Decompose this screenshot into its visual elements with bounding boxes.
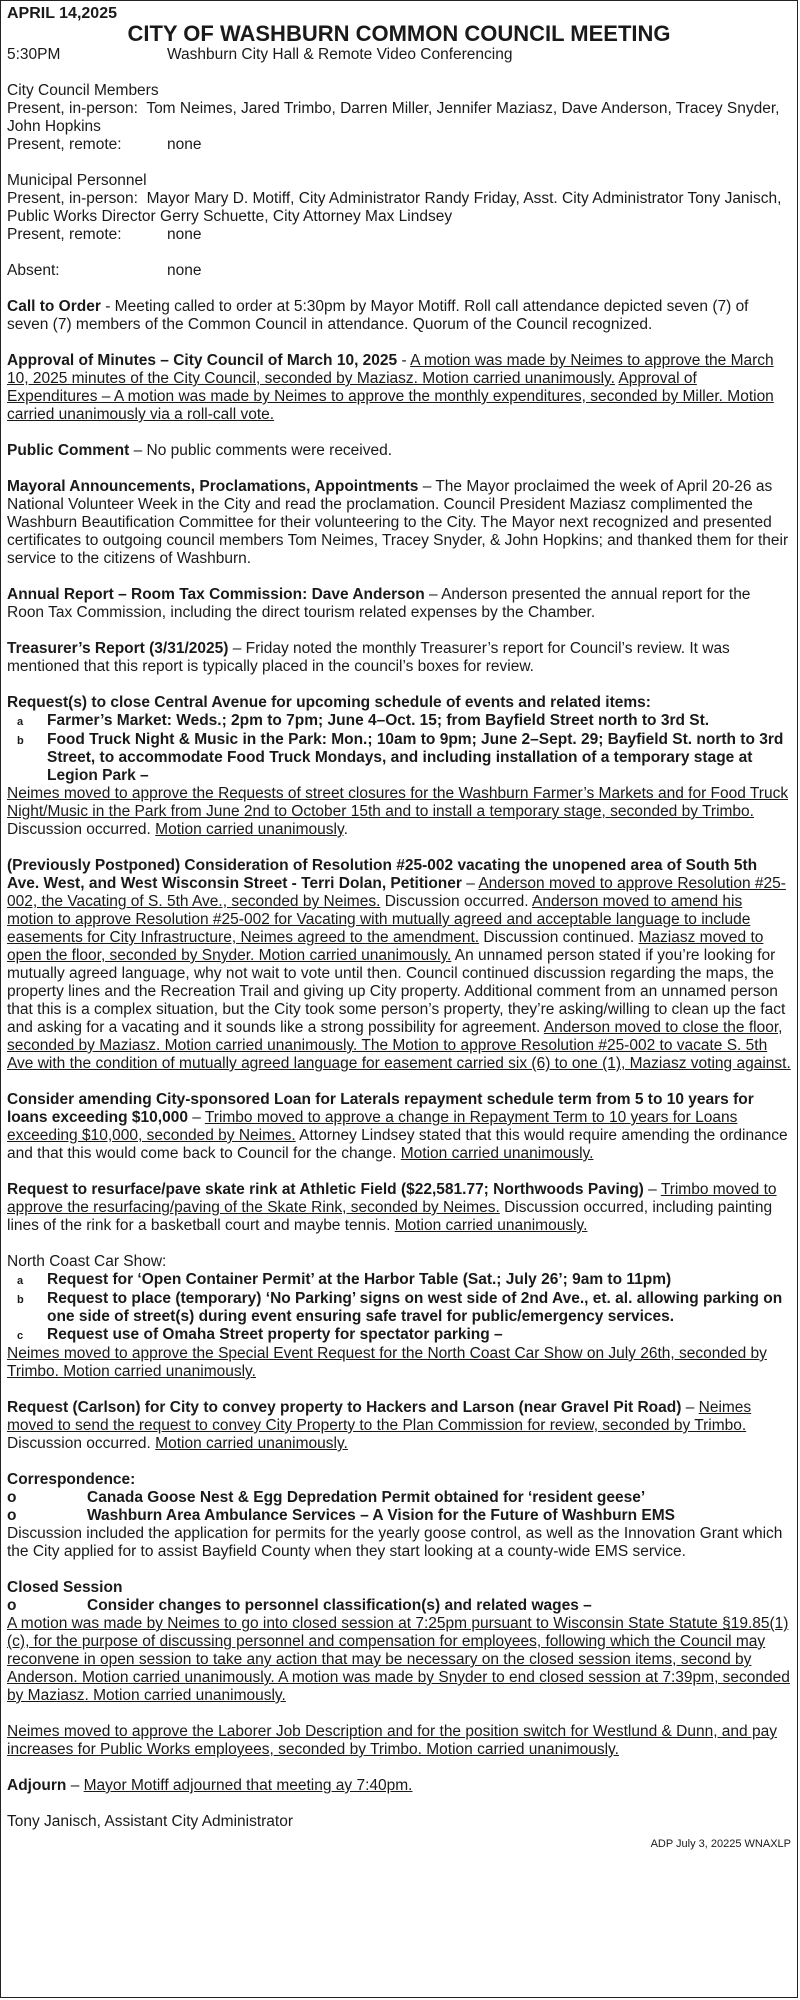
section-text: Discussion occurred. <box>7 821 156 838</box>
section-heading: Treasurer’s Report (3/31/2025) <box>7 640 229 657</box>
list-item-text: Request to place (temporary) ‘No Parking’ signs on west side of 2nd Ave., et. al. allowing parking on one side of street(s) during event ensuring safe travel for public/emergency services. <box>47 1290 783 1325</box>
list-item <box>7 731 791 785</box>
present-inperson-names: Tom Neimes, Jared Trimbo, Darren Miller, Jennifer Maziasz, Dave Anderson, Tracey Snyder, John Hopkins <box>7 100 780 135</box>
list-item-text: Farmer’s Market: Weds.; 2pm to 7pm; June 4–Oct. 15; from Bayfield Street north to 3rd St. <box>47 712 710 729</box>
council-present-remote <box>7 136 791 154</box>
public-comment <box>7 442 791 460</box>
motion-text: Trimbo moved to approve the resurfacing/paving of the Skate Rink, seconded by Neimes. <box>7 1181 777 1216</box>
list-item-text: Request use of Omaha Street property for spectator parking – <box>47 1326 503 1343</box>
meeting-date: APRIL 14,2025 <box>7 5 117 22</box>
list-item-text: Canada Goose Nest & Egg Depredation Permit obtained for ‘resident geese’ <box>87 1489 646 1506</box>
section-heading: Call to Order <box>7 298 101 315</box>
laborer-motion <box>7 1723 791 1759</box>
section-text: Discussion occurred. <box>7 1435 156 1452</box>
list-item <box>7 1326 791 1345</box>
annual-report <box>7 586 791 622</box>
list-item <box>7 1271 791 1290</box>
time-location-row <box>7 46 791 64</box>
list-item <box>7 1507 791 1525</box>
section-text: – Friday noted the monthly Treasurer’s report for Council’s review. It was mentioned that this report is typically placed in the council’s boxes for review. <box>7 640 730 675</box>
motion-text: Trimbo moved to approve a change in Repayment Term to 10 years for Loans exceeding $10,000, seconded by Neimes. <box>7 1109 738 1144</box>
list-item-text: Request for ‘Open Container Permit’ at the Harbor Table (Sat.; July 26’; 9am to 11pm) <box>47 1271 672 1288</box>
motion-text: Anderson moved to amend his motion to approve Resolution #25-002 for Vacating with mutually agreed and acceptable language to include easements for City Infrastructure, Neimes agreed to the amendment. <box>7 893 751 946</box>
list-letter: c <box>17 1330 24 1342</box>
mayoral-announcements <box>7 478 791 568</box>
section-text: Discussion continued. <box>479 929 639 946</box>
correspondence <box>7 1471 791 1561</box>
section-heading: Mayoral Announcements, Proclamations, Appointments <box>7 478 419 495</box>
motion-text: Approval of Expenditures – A motion was made by Neimes to approve the monthly expenditures, seconded by Miller. Motion carried unanimously via a roll-call vote. <box>7 370 774 423</box>
motion-text: Anderson moved to close the floor, seconded by Maziasz. Motion carried unanimously. The Motion to approve Resolution #25-002 to vacate S. 5th Ave with the condition of mutually agreed language for easement carried six (6) to one (1), Maziasz voting against. <box>7 1019 791 1072</box>
list-item <box>7 1290 791 1326</box>
section-heading: (Previously Postponed) Consideration of Resolution #25-002 vacating the unopened area of South 5th Ave. West, and West Wisconsin Street - Terri Dolan, Petitioner <box>7 857 758 892</box>
punctuation: . <box>343 821 348 838</box>
car-show <box>7 1253 791 1381</box>
separator: – <box>643 1181 661 1198</box>
separator: – <box>681 1399 699 1416</box>
list-item-text: Consider changes to personnel classification(s) and related wages – <box>87 1597 592 1614</box>
council-heading: City Council Members <box>7 82 159 99</box>
section-text: An unnamed person stated if you’re looking for mutually agreed language, why not wait to vote until then. Council continued discussion regarding the maps, the property lines and the Recreation Trail and giving up City property. Additional comment from an unnamed person that this is a complex situation, but the City took some person’s property, they’re asking/willing to clean up the fact and asking for a vacating and it sounds like a strong possibility for agreement. <box>7 947 786 1036</box>
list-bullet: o <box>7 1597 17 1614</box>
list-bullet: o <box>7 1489 17 1506</box>
motion-text: Anderson moved to approve Resolution #25-002, the Vacating of S. 5th Ave., seconded by Neimes. <box>7 875 786 910</box>
motion-result: Motion carried unanimously. <box>394 1217 588 1234</box>
adjourn <box>7 1777 791 1795</box>
separator: – <box>66 1777 84 1794</box>
section-text: - Meeting called to order at 5:30pm by Mayor Motiff. Roll call attendance depicted seven (7) of seven (7) members of the Common Council in attendance. Quorum of the Council recognized. <box>7 298 749 333</box>
list-letter: a <box>17 716 24 728</box>
personnel-present-remote <box>7 226 791 244</box>
section-heading: Annual Report – Room Tax Commission: Dave Anderson <box>7 586 425 603</box>
closed-session <box>7 1579 791 1705</box>
carlson-request <box>7 1399 791 1453</box>
meeting-time: 5:30PM <box>7 46 61 63</box>
list-item <box>7 1489 791 1507</box>
list-item-text: Washburn Area Ambulance Services – A Vision for the Future of Washburn EMS <box>87 1507 675 1524</box>
section-heading: Request(s) to close Central Avenue for upcoming schedule of events and related items: <box>7 694 651 711</box>
closed-session-list <box>7 1597 791 1615</box>
section-text: Discussion included the application for permits for the yearly goose control, as well as the Innovation Grant which the City applied for to assist Bayfield County when they start looking at a county-wide EMS service. <box>7 1525 783 1560</box>
list-item-text: Food Truck Night & Music in the Park: Mon.; 10am to 9pm; June 2–Sept. 29; Bayfield St. north to 3rd Street, to accommodate Food Truck Mondays, and including installation of a temporary stage at Legion Park – <box>47 731 784 784</box>
motion-result: Motion carried unanimously. <box>155 1435 348 1452</box>
skate-rink <box>7 1181 791 1235</box>
section-heading: North Coast Car Show: <box>7 1253 167 1270</box>
motion-text: Neimes moved to approve the Requests of street closures for the Washburn Farmer’s Markets and for Food Truck Night/Music in the Park from June 2nd to October 15th and to install a temporary stage, seconded by Trimbo. <box>7 785 789 820</box>
section-text: – Anderson presented the annual report for the Roon Tax Commission, including the direct tourism related expenses by the Chamber. <box>7 586 751 621</box>
council-present-inperson <box>7 100 791 136</box>
section-text: Attorney Lindsey stated that this would require amending the ordinance and that this would come back to Council for the change. <box>7 1127 788 1162</box>
page-title: CITY OF WASHBURN COMMON COUNCIL MEETING <box>127 21 671 46</box>
treasurers-report <box>7 640 791 676</box>
motion-text: A motion was made by Neimes to approve the March 10, 2025 minutes of the City Council, seconded by Maziasz. Motion carried unanimously. <box>7 352 774 387</box>
separator: – <box>187 1109 205 1126</box>
section-heading: Request (Carlson) for City to convey property to Hackers and Larson (near Gravel Pit Road) <box>7 1399 682 1416</box>
personnel-present-inperson <box>7 190 791 226</box>
motion-result: Motion carried unanimously. <box>400 1145 594 1162</box>
motion-text: Maziasz moved to open the floor, seconded by Snyder. Motion carried unanimously. <box>7 929 764 964</box>
present-inperson-label: Present, in-person: <box>7 190 138 207</box>
list-letter: a <box>17 1275 24 1287</box>
approval-of-minutes <box>7 352 791 424</box>
motion-text: A motion was made by Neimes to go into closed session at 7:25pm pursuant to Wisconsin State Statute §19.85(1)(c), for the purpose of discussing personnel and compensation for employees, following which the Council may reconvene in open session to take any action that may be necessary on the closed session items, second by Anderson. Motion carried unanimously. A motion was made by Snyder to end closed session at 7:39pm, seconded by Maziasz. Motion carried unanimously. <box>7 1615 790 1704</box>
call-to-order <box>7 298 791 334</box>
council-members-section <box>7 82 791 154</box>
absent-value: none <box>167 262 202 279</box>
motion-text: Neimes moved to approve the Special Event Request for the North Coast Car Show on July 26th, seconded by Trimbo. Motion carried unanimously. <box>7 1345 767 1380</box>
personnel-section <box>7 172 791 244</box>
section-text: – No public comments were received. <box>129 442 393 459</box>
request-list <box>7 1271 791 1345</box>
section-heading: Public Comment <box>7 442 130 459</box>
list-letter: b <box>17 1294 24 1306</box>
meeting-location: Washburn City Hall & Remote Video Conferencing <box>167 46 513 63</box>
section-heading: Consider amending City-sponsored Loan for Laterals repayment schedule term from 5 to 10 years for loans exceeding $10,000 <box>7 1091 754 1126</box>
motion-text: Mayor Motiff adjourned that meeting ay 7:40pm. <box>83 1777 413 1794</box>
list-letter: b <box>17 735 24 747</box>
list-bullet: o <box>7 1507 17 1524</box>
publication-footer: ADP July 3, 20225 WNAXLP <box>650 1838 791 1850</box>
motion-result: Motion carried unanimously <box>155 821 344 838</box>
laterals-loan <box>7 1091 791 1163</box>
section-text: Discussion occurred, including painting lines of the rink for a basketball court and maybe tennis. <box>7 1199 773 1234</box>
present-inperson-names: Mayor Mary D. Motiff, City Administrator Randy Friday, Asst. City Administrator Tony Janisch, Public Works Director Gerry Schuette, City Attorney Max Lindsey <box>7 190 782 225</box>
section-heading: Closed Session <box>7 1579 123 1596</box>
present-inperson-label: Present, in-person: <box>7 100 138 117</box>
resolution-25-002 <box>7 857 791 1073</box>
request-list <box>7 712 791 785</box>
central-avenue-requests <box>7 694 791 839</box>
list-item <box>7 712 791 731</box>
present-remote-value: none <box>167 136 202 153</box>
section-heading: Correspondence: <box>7 1471 136 1488</box>
list-item <box>7 1597 791 1615</box>
section-heading: Request to resurface/pave skate rink at Athletic Field ($22,581.77; Northwoods Paving) <box>7 1181 644 1198</box>
section-heading: Approval of Minutes – City Council of March 10, 2025 <box>7 352 398 369</box>
present-remote-value: none <box>167 226 202 243</box>
separator: - <box>397 352 411 369</box>
absent-row <box>7 262 791 280</box>
present-remote-label: Present, remote: <box>7 136 122 153</box>
signature: Tony Janisch, Assistant City Administrator <box>7 1813 294 1830</box>
section-heading: Adjourn <box>7 1777 67 1794</box>
motion-text: Neimes moved to approve the Laborer Job Description and for the position switch for Westlund & Dunn, and pay increases for Public Works employees, seconded by Trimbo. Motion carried unanimously. <box>7 1723 777 1758</box>
correspondence-list <box>7 1489 791 1525</box>
separator: – <box>461 875 479 892</box>
personnel-heading: Municipal Personnel <box>7 172 147 189</box>
section-text: Discussion occurred. <box>380 893 533 910</box>
absent-label: Absent: <box>7 262 60 279</box>
section-text: – The Mayor proclaimed the week of April 20-26 as National Volunteer Week in the City and read the proclamation. Council President Maziasz complimented the Washburn Beautification Committee for their volunteering to the City. The Mayor next recognized and presented certificates to outgoing council members Tom Neimes, Tracey Snyder, & John Hopkins; and thanked them for their service to the citizens of Washburn. <box>7 478 789 567</box>
motion-text: Neimes moved to send the request to convey City Property to the Plan Commission for review, seconded by Trimbo. <box>7 1399 752 1434</box>
present-remote-label: Present, remote: <box>7 226 122 243</box>
